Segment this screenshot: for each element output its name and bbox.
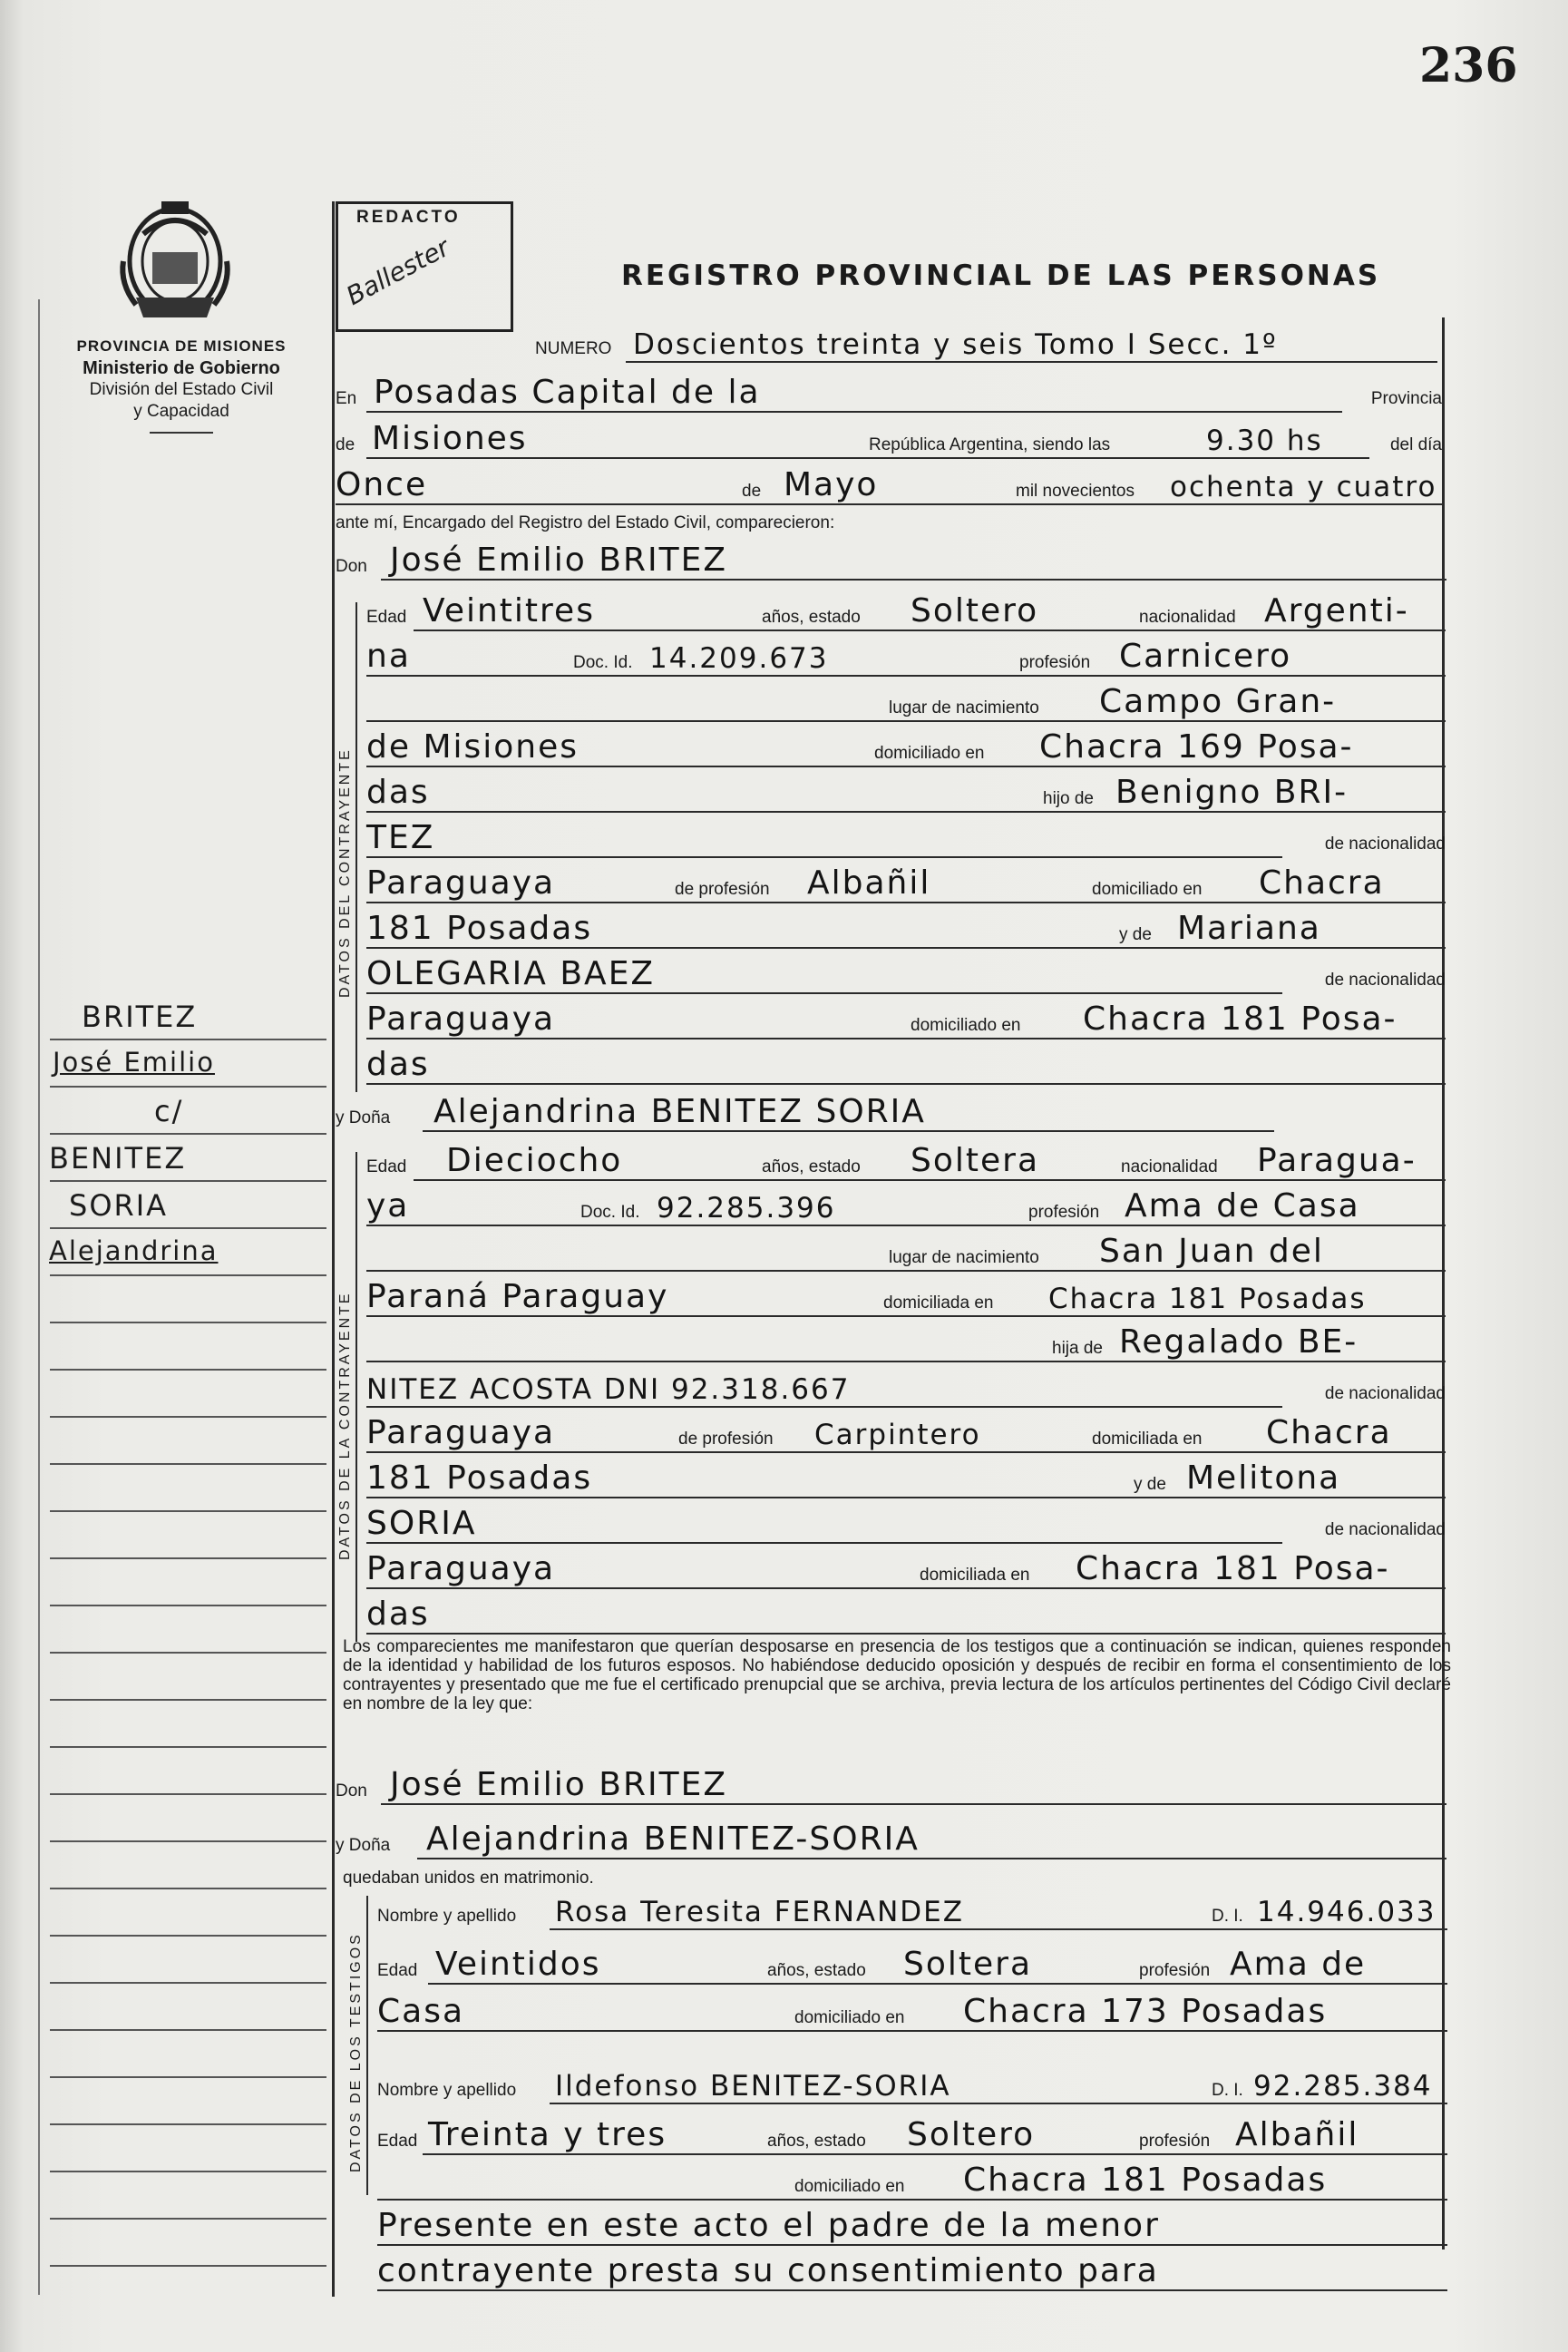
margin-line-2: José Emilio [53,1047,215,1078]
province-row [336,420,1442,459]
divider [150,432,213,434]
bride-section-line [355,1152,357,1642]
bride-hija-row: hija de Regalado BE- [366,1326,1446,1362]
w1-doc: 14.946.033 [1257,1896,1437,1928]
date-row [336,466,1451,505]
provincia-label: Provincia [1370,389,1442,408]
margin-rule [50,1746,326,1748]
margin-line-3: c/ [154,1094,184,1128]
margin-rule [50,1463,326,1465]
groom-father: Benigno BRI- [1115,774,1349,811]
en-label: En [336,389,357,408]
bride-doc-row: ya Doc. Id. 92.285.396 profesión Ama de Casa [366,1190,1446,1226]
place-value: Posadas Capital de la [374,374,761,411]
place-row [336,376,1442,413]
document-title: REGISTRO PROVINCIAL DE LAS PERSONAS [621,259,1381,292]
bride-estado: Soltera [911,1142,1040,1179]
witness-section-line [366,1896,368,2195]
numero-value: Doscientos treinta y seis Tomo I Secc. 1º [633,328,1278,361]
division-line-1: División del Estado Civil [89,380,274,399]
numero-label: NUMERO [535,339,612,358]
w2-edad: Treinta y tres [428,2116,667,2153]
groom-mother: Mariana [1177,910,1321,947]
margin-line-5: SORIA [69,1188,169,1223]
groom-mother-nacionalidad: Paraguaya [366,1000,556,1038]
page-number: 236 [1419,38,1518,93]
w2-doc: 92.285.384 [1253,2070,1433,2103]
day-value: Once [336,466,428,503]
margin-line-6: Alejandrina [49,1235,219,1266]
province-name: PROVINCIA DE MISIONES [76,337,287,355]
margin-line-1: BRITEZ [82,1000,198,1034]
bride-edad: Dieciocho [446,1142,623,1179]
province-value: Misiones [372,420,528,457]
groom-doc-row: na Doc. Id. 14.209.673 profesión Carnicero [366,640,1446,677]
w1-estado: Soltera [903,1946,1033,1983]
margin-rule [50,1133,326,1135]
w2-domicilio: Chacra 181 Posadas [963,2162,1328,2199]
bride-domicilio: Chacra 181 Posadas [1048,1283,1367,1315]
decl-bride: Alejandrina BENITEZ-SORIA [426,1820,920,1858]
note-line-1: Presente en este acto el padre de la menor [377,2207,1160,2244]
groom-fnac-row: TEZ de nacionalidad [366,819,1446,856]
margin-rule [50,1652,326,1654]
bride-name-row: y Doña Alejandrina BENITEZ SORIA [336,1096,1446,1132]
closing-text: quedaban unidos en matrimonio. [343,1869,594,1888]
margin-rule [50,2218,326,2220]
declaration-text: Los comparecientes me manifestaron que querían desposarse en presencia de los testigos que a continuación se indican, quienes responden de la identidad y habilidad de los futuros esposos. No habiéndose deducido oposición y después de recibir en forma el consentimiento de los contrayentes y presentado que me fue el certificado prenupcial que se archiva, previa lectura de los artículos pertinentes del Código Civil declaré en nombre de la ley que: [343,1637,1451,1713]
margin-rule [50,1369,326,1371]
ministry-name: Ministerio de Gobierno [83,358,280,378]
decl-groom-row: Don José Emilio BRITEZ [336,1769,1446,1805]
margin-rule [50,2265,326,2267]
margin-rule [50,1227,326,1229]
groom-mnac-row: OLEGARIA BAEZ de nacionalidad [366,955,1446,992]
redacto-signature: Ballester [341,231,454,312]
groom-fprof-row: Paraguaya de profesión Albañil domiciliado en Chacra [366,867,1446,903]
republica-label: República Argentina, siendo las [869,435,1111,454]
decl-bride-row: y Doña Alejandrina BENITEZ-SORIA [336,1823,1446,1859]
bride-mother-row: 181 Posadas y de Melitona [366,1462,1446,1498]
margin-rule [50,1935,326,1937]
bride-edad-row: Edad Dieciocho años, estado Soltera nacionalidad Paragua- [366,1145,1446,1181]
frame-left-line [332,201,335,2297]
margin-rule [50,1416,326,1418]
w1-domicilio: Chacra 173 Posadas [963,1993,1328,2030]
margin-rule [50,2123,326,2125]
groom-hijo-row: das hijo de Benigno BRI- [366,776,1446,813]
margin-left-line [38,299,40,2295]
w1-profesion: Ama de [1230,1946,1367,1983]
issuer-block [36,336,326,434]
w2-profesion: Albañil [1235,2116,1359,2153]
groom-edad-row: Edad Veintitres años, estado Soltero nacionalidad Argenti- [366,595,1446,631]
groom-domicilio: Chacra 169 Posa- [1039,728,1354,766]
margin-rule [50,1699,326,1701]
bride-lugar-row: lugar de nacimiento San Juan del [366,1235,1446,1272]
w2-name-row: Nombre y apellido Ildefonso BENITEZ-SORIA D. I. 92.285.384 [377,2068,1447,2104]
margin-rule [50,2076,326,2078]
groom-profesion: Carnicero [1119,638,1292,675]
bride-profesion: Ama de Casa [1125,1187,1360,1225]
groom-lugar-row: lugar de nacimiento Campo Gran- [366,686,1446,722]
note-row-1 [377,2207,1447,2246]
del-dia-label: del día [1389,435,1442,454]
groom-doc: 14.209.673 [649,642,829,675]
bride-doc: 92.285.396 [657,1192,836,1225]
margin-rule [50,1557,326,1559]
groom-nacionalidad: Argenti- [1264,592,1409,629]
bride-mother-nacionalidad: Paraguaya [366,1550,556,1587]
bride-end-row: das [366,1598,1446,1635]
margin-line-4: BENITEZ [49,1141,187,1176]
w2-edad-row: Edad Treinta y tres años, estado Soltero profesión Albañil [377,2119,1447,2155]
bride-mdom-row: Paraguaya domiciliada en Chacra 181 Posa- [366,1553,1446,1589]
groom-mother-row: 181 Posadas y de Mariana [366,912,1446,949]
note-line-2: contrayente presta su consentimiento para [377,2252,1159,2289]
ante-mi-text: ante mí, Encargado del Registro del Estado Civil, comparecieron: [336,513,835,532]
bride-dom-row: Paraná Paraguay domiciliada en Chacra 181 Posadas [366,1281,1446,1317]
groom-edad: Veintitres [423,592,595,629]
groom-section-line [355,602,357,1092]
w2-estado: Soltero [907,2116,1036,2153]
bride-nacionalidad: Paragua- [1257,1142,1417,1179]
bride-fnac-row: NITEZ ACOSTA DNI 92.318.667 de nacionalidad [366,1373,1446,1406]
margin-rule [50,1840,326,1842]
bride-name: Alejandrina BENITEZ SORIA [433,1093,926,1130]
bride-father: Regalado BE- [1119,1323,1359,1361]
margin-rule [50,1039,326,1040]
coat-of-arms-icon [116,198,234,325]
redacto-box [336,201,513,332]
bride-mnac-row: SORIA de nacionalidad [366,1505,1446,1542]
w2-name: Ildefonso BENITEZ-SORIA [555,2070,951,2103]
w1-edad-row: Edad Veintidos años, estado Soltera profesión Ama de [377,1948,1447,1985]
de-label: de [336,435,355,454]
margin-rule [50,2171,326,2172]
margin-rule [50,1510,326,1512]
bride-father-profesion: Carpintero [814,1419,981,1451]
witness-section-label: DATOS DE LOS TESTIGOS [348,1932,364,2172]
groom-lugar: Campo Gran- [1099,683,1337,720]
groom-father-profesion: Albañil [807,864,931,902]
groom-father-nacionalidad: Paraguaya [366,864,556,902]
note-row-2 [377,2252,1447,2291]
bride-lugar: San Juan del [1099,1233,1324,1270]
w1-name-row: Nombre y apellido Rosa Teresita FERNANDEZ D. I. 14.946.033 [377,1894,1447,1930]
redacto-label: REDACTO [356,208,461,227]
margin-rule [50,1982,326,1984]
margin-rule [50,1180,326,1182]
groom-mdom-row: Paraguaya domiciliado en Chacra 181 Posa- [366,1003,1446,1039]
groom-section-label: DATOS DEL CONTRAYENTE [337,747,353,998]
year-value: ochenta y cuatro [1170,471,1437,503]
bride-mother: Melitona [1186,1459,1341,1497]
decl-groom: José Emilio BRITEZ [390,1766,728,1803]
groom-dom-row: de Misiones domiciliado en Chacra 169 Posa- [366,731,1446,767]
division-line-2: y Capacidad [133,402,229,421]
margin-rule [50,1888,326,1889]
bride-fprof-row: Paraguaya de profesión Carpintero domiciliada en Chacra [366,1417,1446,1453]
w1-edad: Veintidos [435,1946,601,1983]
margin-rule [50,1793,326,1795]
bride-father-nacionalidad: Paraguaya [366,1414,556,1451]
margin-rule [50,2029,326,2031]
bride-section-label: DATOS DE LA CONTRAYENTE [337,1291,353,1560]
don-label: Don [336,557,367,576]
w1-dom-row: Casa domiciliado en Chacra 173 Posadas [377,1996,1447,2032]
w2-dom-row: domiciliado en Chacra 181 Posadas [377,2164,1447,2201]
groom-end-row: das [366,1049,1446,1085]
w1-name: Rosa Teresita FERNANDEZ [555,1896,964,1928]
groom-name: José Emilio BRITEZ [390,542,728,579]
hour-value: 9.30 hs [1206,425,1323,457]
numero-row [535,327,1437,363]
mil-label: mil novecientos [1016,482,1135,501]
de2-label: de [742,482,762,501]
margin-rule [50,1322,326,1323]
month-value: Mayo [784,466,879,503]
margin-rule [50,1605,326,1606]
margin-rule [50,1274,326,1276]
groom-estado: Soltero [911,592,1039,629]
margin-rule [50,1086,326,1088]
groom-name-row [336,544,1446,581]
